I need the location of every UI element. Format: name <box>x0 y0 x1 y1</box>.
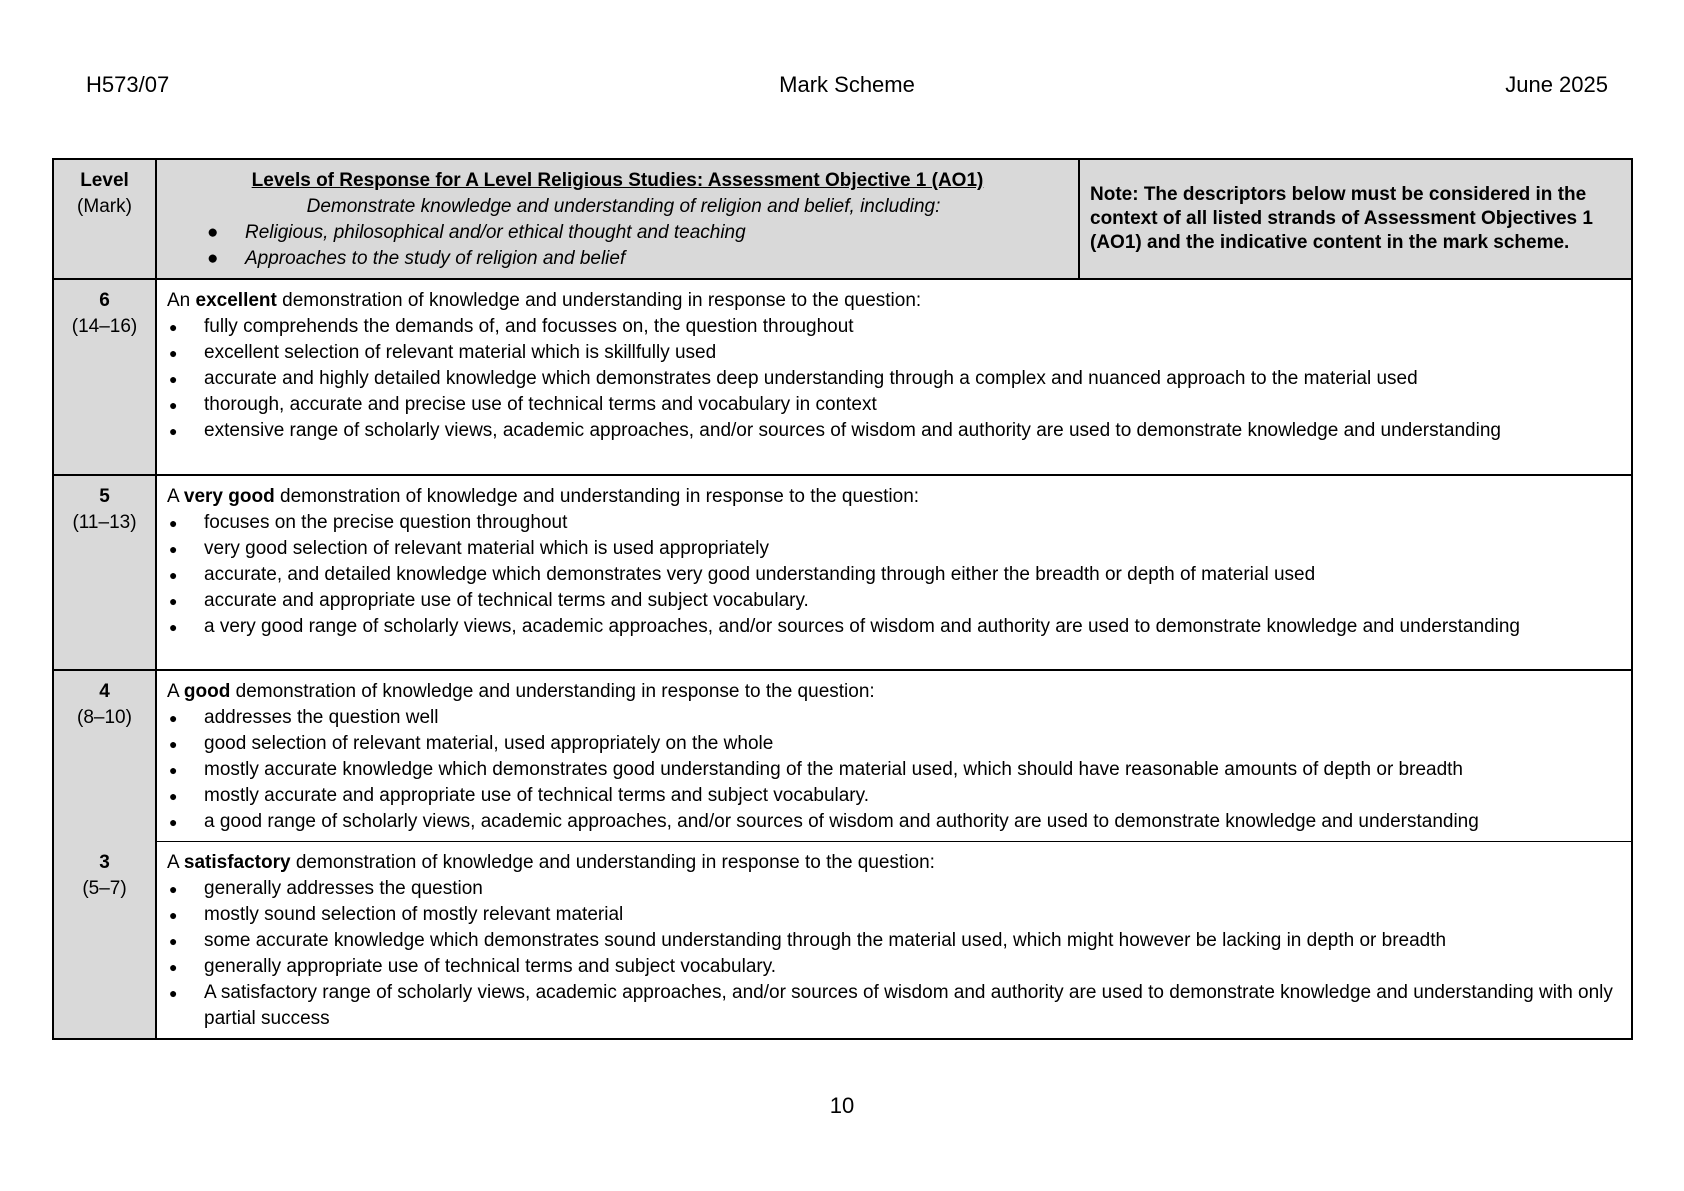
descriptor-item: ● mostly accurate and appropriate use of technical terms and subject vocabulary. <box>167 783 1621 809</box>
descriptor-item: ● mostly sound selection of mostly relevant material <box>167 902 1621 928</box>
bullet-icon: ● <box>169 515 178 531</box>
level-row-5 <box>53 475 1632 670</box>
descriptor-intro: A satisfactory demonstration of knowledge and understanding in response to the question: <box>167 852 935 873</box>
descriptor-item: ● accurate and highly detailed knowledge which demonstrates deep understanding through a complex and nuanced approach to the material used <box>167 366 1621 392</box>
descriptor-item: ● generally addresses the question <box>167 876 1621 902</box>
descriptor-item: ● addresses the question well <box>167 705 1621 731</box>
bullet-icon: ● <box>169 345 178 361</box>
descriptor-item: ● accurate and appropriate use of technical terms and subject vocabulary. <box>167 588 1621 614</box>
mark-range: (5–7) <box>82 877 127 899</box>
bullet-icon: ● <box>169 541 178 557</box>
level-cell <box>53 842 156 1040</box>
table-header-row <box>53 159 1632 279</box>
mark-range: (11–13) <box>72 512 137 533</box>
descriptor-list <box>167 510 1621 640</box>
level-cell <box>53 279 156 475</box>
bullet-icon: ● <box>207 248 219 269</box>
bullet-icon: ● <box>169 788 178 804</box>
descriptor-intro: A good demonstration of knowledge and understanding in response to the question: <box>167 681 875 702</box>
paper-code: H573/07 <box>86 72 170 97</box>
exam-date: June 2025 <box>1505 72 1608 97</box>
bullet-icon: ● <box>169 710 178 726</box>
level-descriptor <box>156 475 1632 670</box>
quality-keyword: good <box>183 681 231 702</box>
descriptor-intro: A very good demonstration of knowledge and understanding in response to the question: <box>167 486 920 507</box>
quality-keyword: satisfactory <box>183 852 291 873</box>
descriptor-item: ● accurate, and detailed knowledge which demonstrates very good understanding through either the breadth or depth of material used <box>167 562 1621 588</box>
quality-keyword: excellent <box>195 290 277 311</box>
descriptor-item: ● some accurate knowledge which demonstrates sound understanding through the material used, which might however be lacking in depth or breadth <box>167 928 1621 954</box>
level-cell <box>53 670 156 842</box>
bullet-icon: ● <box>169 762 178 778</box>
document-title: Mark Scheme <box>779 72 915 97</box>
descriptor-item: ● very good selection of relevant material which is used appropriately <box>167 536 1621 562</box>
level-row-4 <box>53 670 1632 842</box>
level-cell <box>53 475 156 670</box>
bullet-icon: ● <box>169 959 178 975</box>
bullet-icon: ● <box>169 319 178 335</box>
descriptor-intro: An excellent demonstration of knowledge and understanding in response to the question: <box>167 290 922 311</box>
descriptor-item: ● focuses on the precise question throughout <box>167 510 1621 536</box>
descriptor-item: ● good selection of relevant material, used appropriately on the whole <box>167 731 1621 757</box>
level-descriptor <box>156 670 1632 842</box>
bullet-icon: ● <box>169 619 178 635</box>
descriptor-item: ● A satisfactory range of scholarly views, academic approaches, and/or sources of wisdom and authority are used to demonstrate knowledge and understanding with only partial success <box>169 982 1613 1029</box>
descriptor-item: ● extensive range of scholarly views, academic approaches, and/or sources of wisdom and authority are used to demonstrate knowledge and understanding <box>167 418 1621 444</box>
bullet-icon: ● <box>169 907 178 923</box>
bullet-icon: ● <box>169 933 178 949</box>
bullet-icon: ● <box>207 222 219 243</box>
mark-range: (14–16) <box>71 316 138 337</box>
bullet-icon: ● <box>169 567 178 583</box>
ao1-subtitle: Demonstrate knowledge and understanding of religion and belief, including: <box>306 196 941 217</box>
level-row-6 <box>53 279 1632 475</box>
levels-of-response-table <box>52 158 1633 1040</box>
bullet-icon: ● <box>169 985 178 1001</box>
descriptor-item: ● mostly accurate knowledge which demonstrates good understanding of the material used, which should have reasonable amounts of depth or breadth <box>167 757 1621 783</box>
descriptor-item: ● thorough, accurate and precise use of technical terms and vocabulary in context <box>167 392 1621 418</box>
level-header-label: Level <box>80 170 129 191</box>
level-number: 3 <box>99 851 110 873</box>
bullet-icon: ● <box>169 736 178 752</box>
bullet-icon: ● <box>169 881 178 897</box>
page-header <box>86 72 1608 100</box>
bullet-icon: ● <box>169 814 178 830</box>
descriptor-note: Note: The descriptors below must be considered in the context of all listed strands of Assessment Objectives 1 (AO1) and the indicative content in the mark scheme. <box>1079 159 1632 279</box>
descriptor-list <box>167 705 1621 835</box>
ao1-strands-list <box>167 220 1068 272</box>
level-descriptor <box>156 842 1632 1040</box>
level-descriptor <box>156 279 1632 475</box>
quality-keyword: very good <box>183 486 275 507</box>
descriptor-list <box>167 314 1621 444</box>
level-mark-header <box>53 159 156 279</box>
descriptor-item: ● excellent selection of relevant material which is skillfully used <box>167 340 1621 366</box>
level-row-3 <box>53 842 1632 1040</box>
ao1-strand: ● Approaches to the study of religion and belief <box>167 246 1068 272</box>
level-number: 4 <box>99 681 110 702</box>
bullet-icon: ● <box>169 371 178 387</box>
bullet-icon: ● <box>169 397 178 413</box>
level-number: 5 <box>99 486 110 507</box>
bullet-icon: ● <box>169 423 178 439</box>
descriptor-list <box>167 876 1621 1032</box>
descriptor-item: ● a good range of scholarly views, academic approaches, and/or sources of wisdom and authority are used to demonstrate knowledge and understanding <box>167 809 1621 835</box>
ao1-title: Levels of Response for A Level Religious Studies: Assessment Objective 1 (AO1) <box>251 170 984 191</box>
descriptor-item: ● fully comprehends the demands of, and focusses on, the question throughout <box>167 314 1621 340</box>
mark-range: (8–10) <box>77 707 132 728</box>
ao1-header <box>156 159 1079 279</box>
descriptor-item: ● a very good range of scholarly views, academic approaches, and/or sources of wisdom and authority are used to demonstrate knowledge and understanding <box>167 614 1621 640</box>
ao1-strand: ● Religious, philosophical and/or ethical thought and teaching <box>167 220 1068 246</box>
mark-header-label: (Mark) <box>77 196 132 217</box>
bullet-icon: ● <box>169 593 178 609</box>
descriptor-item: ● generally appropriate use of technical terms and subject vocabulary. <box>167 954 1621 980</box>
page-number: 10 <box>829 1093 855 1118</box>
level-number: 6 <box>99 290 110 311</box>
